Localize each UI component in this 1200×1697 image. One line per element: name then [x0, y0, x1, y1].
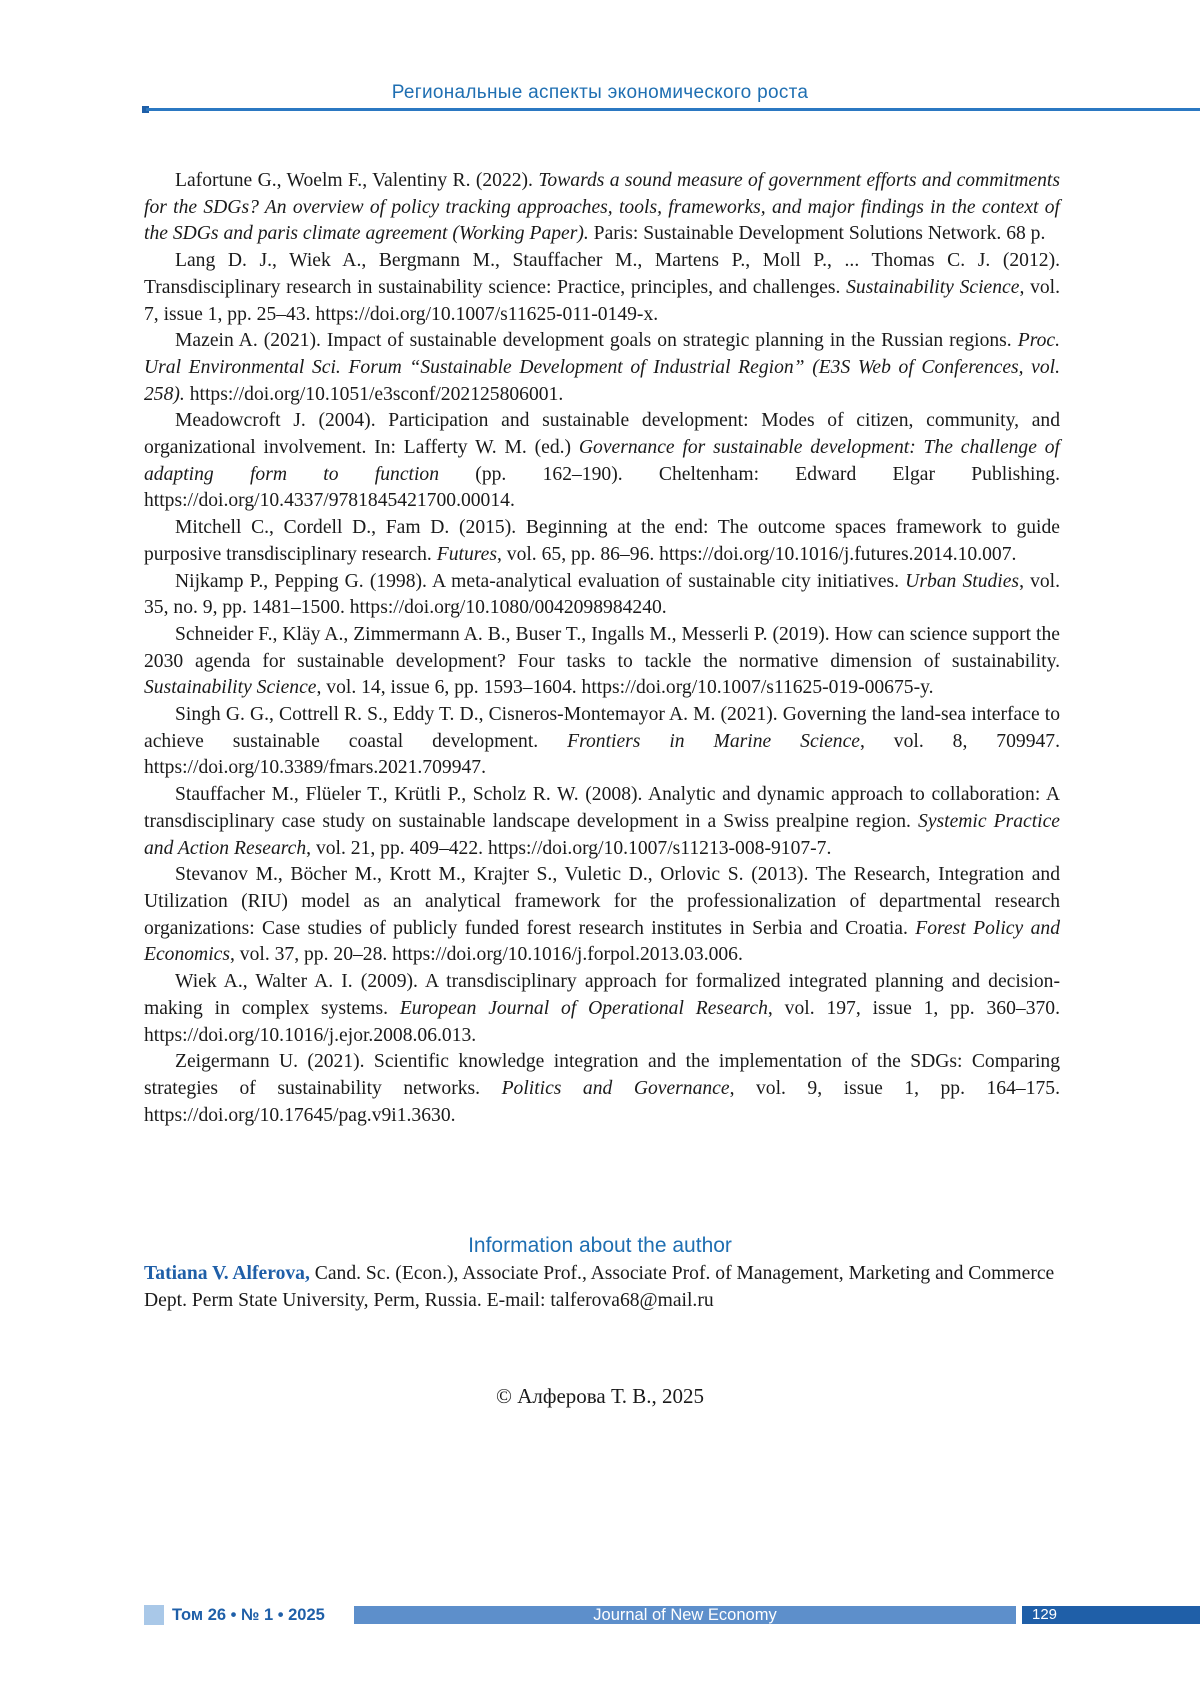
page-number: 129: [1022, 1606, 1200, 1624]
reference-item: Nijkamp P., Pepping G. (1998). A meta-analytical evaluation of sustainable city initiatives. Urban Studies, vol. 35, no. 9, pp. 1481–1500. https://doi.org/10.1080/0042098984240.: [144, 569, 1060, 622]
author-info-heading: Information about the author: [0, 1234, 1200, 1258]
reference-item: Wiek A., Walter A. I. (2009). A transdisciplinary approach for formalized integrated planning and decision-making in complex systems. European Journal of Operational Research, vol. 197, issue 1, pp. 360–370. https://doi.org/10.1016/j.ejor.2008.06.013.: [144, 969, 1060, 1049]
reference-item: Zeigermann U. (2021). Scientific knowledge integration and the implementation of the SDGs: Comparing strategies of sustainability networks. Politics and Governance, vol. 9, issue 1, pp. 164–175. https://doi.org/10.17645/pag.v9i1.3630.: [144, 1049, 1060, 1129]
reference-item: Meadowcroft J. (2004). Participation and sustainable development: Modes of citizen, community, and organizational involvement. In: Lafferty W. M. (ed.) Governance for sustainable development: The challenge of adapting form to function (pp. 162–190). Cheltenham: Edward Elgar Publishing. https://doi.org/10.4337/9781845421700.00014.: [144, 408, 1060, 515]
header-rule: [146, 108, 1200, 111]
reference-item: Lang D. J., Wiek A., Bergmann M., Stauffacher M., Martens P., Moll P., ... Thomas C. J. (2012). Transdisciplinary research in sustainability science: Practice, principles, and challenges. Sustainability Science, vol. 7, issue 1, pp. 25–43. https://doi.org/10.1007/s11625-011-0149-x.: [144, 248, 1060, 328]
reference-item: Mitchell C., Cordell D., Fam D. (2015). Beginning at the end: The outcome spaces framework to guide purposive transdisciplinary research. Futures, vol. 65, pp. 86–96. https://doi.org/10.1016/j.futures.2014.10.007.: [144, 515, 1060, 568]
author-details: Cand. Sc. (Econ.), Associate Prof., Associate Prof. of Management, Marketing and Commerce Dept. Perm State University, Perm, Russia. E-mail: talferova68@mail.ru: [144, 1263, 1054, 1311]
author-name: Tatiana V. Alferova,: [144, 1263, 310, 1284]
footer-marker: [144, 1605, 164, 1625]
author-info: [144, 1260, 1060, 1314]
footer-issue: Том 26 • № 1 • 2025: [172, 1604, 325, 1626]
reference-item: Singh G. G., Cottrell R. S., Eddy T. D., Cisneros-Montemayor A. M. (2021). Governing the land-sea interface to achieve sustainable coastal development. Frontiers in Marine Science, vol. 8, 709947. https://doi.org/10.3389/fmars.2021.709947.: [144, 702, 1060, 782]
reference-item: Mazein A. (2021). Impact of sustainable development goals on strategic planning in the Russian regions. Proc. Ural Environmental Sci. Forum “Sustainable Development of Industrial Region” (E3S Web of Conferences, vol. 258). https://doi.org/10.1051/e3sconf/202125806001.: [144, 328, 1060, 408]
copyright-notice: © Алферова Т. В., 2025: [0, 1384, 1200, 1409]
running-title: Региональные аспекты экономического роста: [0, 82, 1200, 104]
reference-list: [144, 168, 1060, 1129]
footer-journal-title: Journal of New Economy: [354, 1606, 1016, 1624]
reference-item: Schneider F., Kläy A., Zimmermann A. B., Buser T., Ingalls M., Messerli P. (2019). How can science support the 2030 agenda for sustainable development? Four tasks to tackle the normative dimension of sustainability. Sustainability Science, vol. 14, issue 6, pp. 1593–1604. https://doi.org/10.1007/s11625-019-00675-y.: [144, 622, 1060, 702]
reference-item: Stevanov M., Böcher M., Krott M., Krajter S., Vuletic D., Orlovic S. (2013). The Research, Integration and Utilization (RIU) model as an analytical framework for the professionalization of departmental research organizations: Case studies of publicly funded forest research institutes in Serbia and Croatia. Forest Policy and Economics, vol. 37, pp. 20–28. https://doi.org/10.1016/j.forpol.2013.03.006.: [144, 862, 1060, 969]
reference-item: Lafortune G., Woelm F., Valentiny R. (2022). Towards a sound measure of government efforts and commitments for the SDGs? An overview of policy tracking approaches, tools, frameworks, and major findings in the context of the SDGs and paris climate agreement (Working Paper). Paris: Sustainable Development Solutions Network. 68 p.: [144, 168, 1060, 248]
reference-item: Stauffacher M., Flüeler T., Krütli P., Scholz R. W. (2008). Analytic and dynamic approach to collaboration: A transdisciplinary case study on sustainable landscape development in a Swiss prealpine region. Systemic Practice and Action Research, vol. 21, pp. 409–422. https://doi.org/10.1007/s11213-008-9107-7.: [144, 782, 1060, 862]
page-footer: [144, 1604, 1200, 1626]
